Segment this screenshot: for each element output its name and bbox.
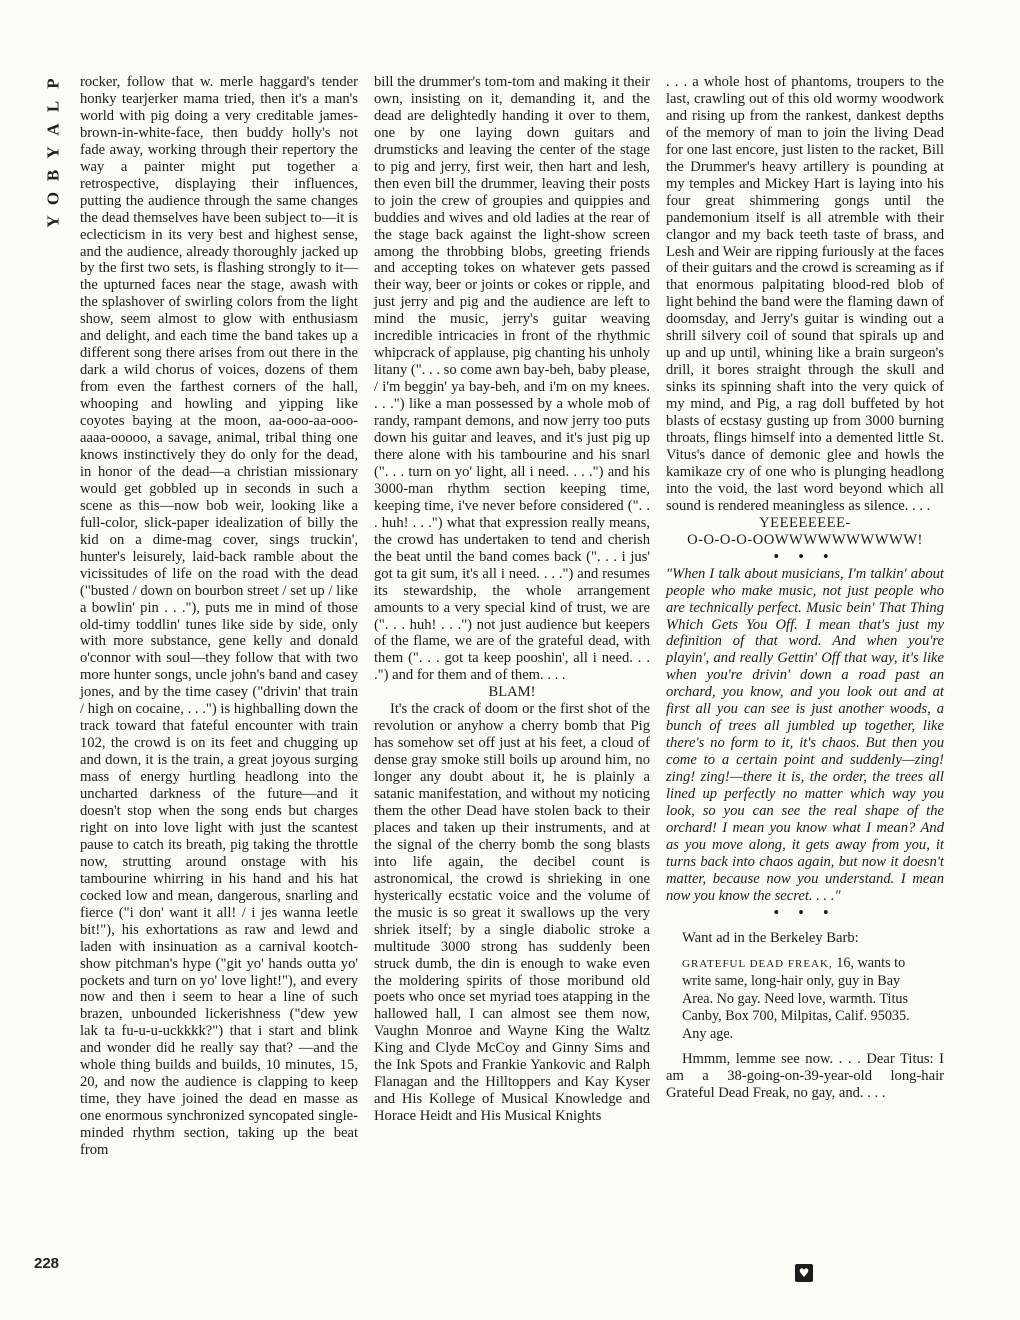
col2-paragraph-1: bill the drummer's tom-tom and making it their own, insisting on it, demanding it, and the dead are delightedly handing it over to them, one by one laying down guitars and drumsticks and leaving the center of the stage to pig and jerry, first weir, then hart and lesh, then even bill the drummer, leaving their posts to join the crew of groupies and quippies and buddies and wives and old ladies at the rear of the stage back against the light-show screen among the throbbing blobs, greeting friends and accepting tokes on whatever gets passed their way, beer or joints or cokes or ripple, and just jerry and pig and the audience are left to mind the music, jerry's guitar weaving incredible intricacies in front of the rhythmic whipcrack of applause, pig chanting his unholy litany (". . . so come awn bay-beh, baby please, / i'm beggin' ya bay-beh, and i'm on my knees. . . .") like a man possessed by a whole mob of randy, rampant demons, and now jerry too puts down his guitar and leaves, and it's just pig up there alone with his tambourine and his snarl (". . . turn on yo' light, all i need. . . .") and his 3000-man rhythm section keeping time, keeping time, i've never before considered (". . . huh! . . .") what that expression really means, the crowd has undertaken to tend and cherish the beat until the band comes back (". . . i jus' got ta git sum, it's all i need. . . .") and resumes its stewardship, the whole arrangement amounts to a very special kind of trust, we are (". . . huh! . . .") not just audience but keepers of the flame, we are of the grateful dead, with them (". . . got ta keep pooshin', all i need. . . .") and for them and of them. . . . [374,74,650,684]
column-3 [666,74,944,1102]
yell-line-2: O-O-O-O-OOWWWWWWWWWW! [687,531,923,548]
masthead: P L A Y B O Y [43,78,63,228]
ad-body: 16, wants to write same, long-hair only, guy in Bay Area. No gay. Need love, warmth. Titus Canby, Box 700, Milpitas, Calif. 95035. Any age. [682,954,910,1042]
blam-heading: BLAM! [488,684,536,701]
section-divider: • • • [773,548,837,565]
column-2 [374,74,650,1125]
want-ad-intro: Want ad in the Berkeley Barb: [682,929,859,946]
col3-paragraph-1: . . . a whole host of phantoms, troupers to the last, crawling out of this old wormy woodwork and rising up from the rankest, dankest depths of the memory of man to join the living Dead for one last encore, just listen to the racket, Bill the Drummer's heavy artillery is pounding at my temples and Mickey Hart is laying into his four great shimmering gongs until the pandemonium itself is all atremble with their clangor and my back teeth taste of brass, and Lesh and Weir are ripping furiously at the faces of their guitars and the crowd is screaming as if that enormous palpitating blood-red blob of light behind the band were the flaming dawn of doomsday, and Jerry's guitar is winding out a shrill silvery coil of sound that spirals up and up and up until, whining like a brain surgeon's drill, it bores straight through the skull and sinks its spinning shaft into the very quick of my mind, and Pig, a rag doll buffeted by hot blasts of ecstasy gusting up from 3000 burning throats, flings himself into a demented little St. Vitus's dance of demonic glee and howls the kamikaze cry of one who is plunging headlong into the void, the last word beyond which all sound is rendered meaningless as silence. . . . [666,74,944,514]
page-number: 228 [34,1255,60,1272]
col1-text: rocker, follow that w. merle haggard's tender honky tearjerker mama tried, then it's a man's world with pig doing a very creditable james-brown-in-white-face, then buddy holly's not fade away, working through their repertory the way a painter might put together a retrospective, displaying their influences, putting the audience through the same changes the dead themselves have been subject to—it is eclecticism in its very best and highest sense, and the audience, already thoroughly jacked up by the first two sets, is flashing strongly to it—the upturned faces near the stage, awash with the splashover of swirling colors from the light show, seem almost to glow with enthusiasm and delight, and each time the band takes up a different song there arises from out there in the dark a wild chorus of voices, dozens of them from even the farthest corners of the hall, whooping and howling and yipping like coyotes baying at the moon, aa-ooo-aa-ooo-aaaa-ooooo, a savage, animal, tribal thing one knows instinctively they do only for the dead, in honor of the dead—a christian missionary would get gobbled up in seconds in such a scene as this—now bob weir, looking like a full-color, slick-paper idealization of billy the kid on a dime-mag cover, sings truckin', hunter's leisurely, laid-back ramble about the vicissitudes of life on the road with the dead ("busted / down on bourbon street / set up / like a bowlin' pin . . ."), puts me in mind of those old-timy toddlin' tunes like side by side, only with more substance, gene kelly and donald o'connor with soul—they follow that with two more hunter songs, uncle john's band and casey jones, and by the time casey ("drivin' that train / high on cocaine, . . .") is highballing down the track toward that fateful encounter with train 102, the crowd is on its feet and chugging up and down, it is the train, a great joyous surging mass of energy hurtling headlong into the uncharted darkness of the future—and it doesn't stop when the song ends but charges right on into love light with just the scantest pause to catch its breath, pig taking the throttle now, strutting around onstage with his tambourine whirring in his hand and his hat cocked low and mean, dangerous, snarling and fierce ("i don' want it all! / i jes wanna leetle bit!"), his exhortations as raw and lewd and laden with insinuation as a carnival kootch-show pitchman's hype ("git yo' hands outta yo' pockets and turn on yo' love light!"), and every now and then i seem to hear a line of such brazen, unbounded lickerishness ("dew yew lak ta fu-u-u-uckkkk?") that i start and blink and wonder did he really say that? —and the whole thing builds and builds, 10 minutes, 15, 20, and now the audience is clapping to keep time, they have joined the dead en masse as one enormous synchronized syncopated single-minded rhythm section, taking up the beat from [80,74,358,1159]
column-1 [80,74,358,1159]
col2-paragraph-2: It's the crack of doom or the first shot of the revolution or anyhow a cherry bomb that Pig has somehow set off just at his feet, a cloud of dense gray smoke still boils up around him, no longer any doubt about it, he is plainly a satanic manifestation, and without my noticing them the other Dead have stolen back to their places and taken up their instruments, and at the signal of the cherry bomb the song blasts into life again, the decibel count is astronomical, the crowd is shrieking in one hysterically ecstatic voice and the volume of the music is so great it swallows up the very shriek itself; by a single diabolic stroke a multitude 3000 strong has suddenly been struck dumb, the din is enough to wake even the moldering spirits of those moribund old poets who once set myriad toes atapping in the hallowed hall, I can almost see them now, Vaughn Monroe and Wayne King the Waltz King and Clyde McCoy and Ginny Sims and the Ink Spots and Frankie Yankovic and Ralph Flanagan and the Hilltoppers and Kay Kyser and His Kollege of Musical Knowledge and Horace Heidt and His Musical Knights [374,701,650,1125]
yell-line-1: YEEEEEEEE- [759,514,851,531]
rabbit-head-icon: ♥ [795,1264,813,1282]
garcia-quote: "When I talk about musicians, I'm talkin' about people who make music, not just people who are technically perfect. Music bein' That Thing Which Gets You Off. I mean that's just my definition of that word. And when you're playin', and really Gettin' Off that way, it's like when you're drivin' down a road past an orchard, you know, and you look out and at first all you can see is just another woods, a bunch of trees all jumbled up together, like there's no form to it, it's chaos. But then you come to a certain point and suddenly—zing! zing! zing!—there it is, the order, the trees all lined up perfectly no matter which way you look, so you can see the real shape of the orchard! I mean you know what I mean? And as you move along, it gets away from you, it turns back into chaos again, but now it doesn't matter, because now you understand. I mean now you know the secret. . . ." [666,565,944,904]
classified-ad [682,955,944,1044]
ad-lead: GRATEFUL DEAD FREAK, [682,957,833,970]
section-divider: • • • [773,904,837,921]
closing-paragraph: Hmmm, lemme see now. . . . Dear Titus: I am a 38-going-on-39-year-old long-hair Grateful Dead Freak, no gay, and. . . . [666,1051,944,1102]
